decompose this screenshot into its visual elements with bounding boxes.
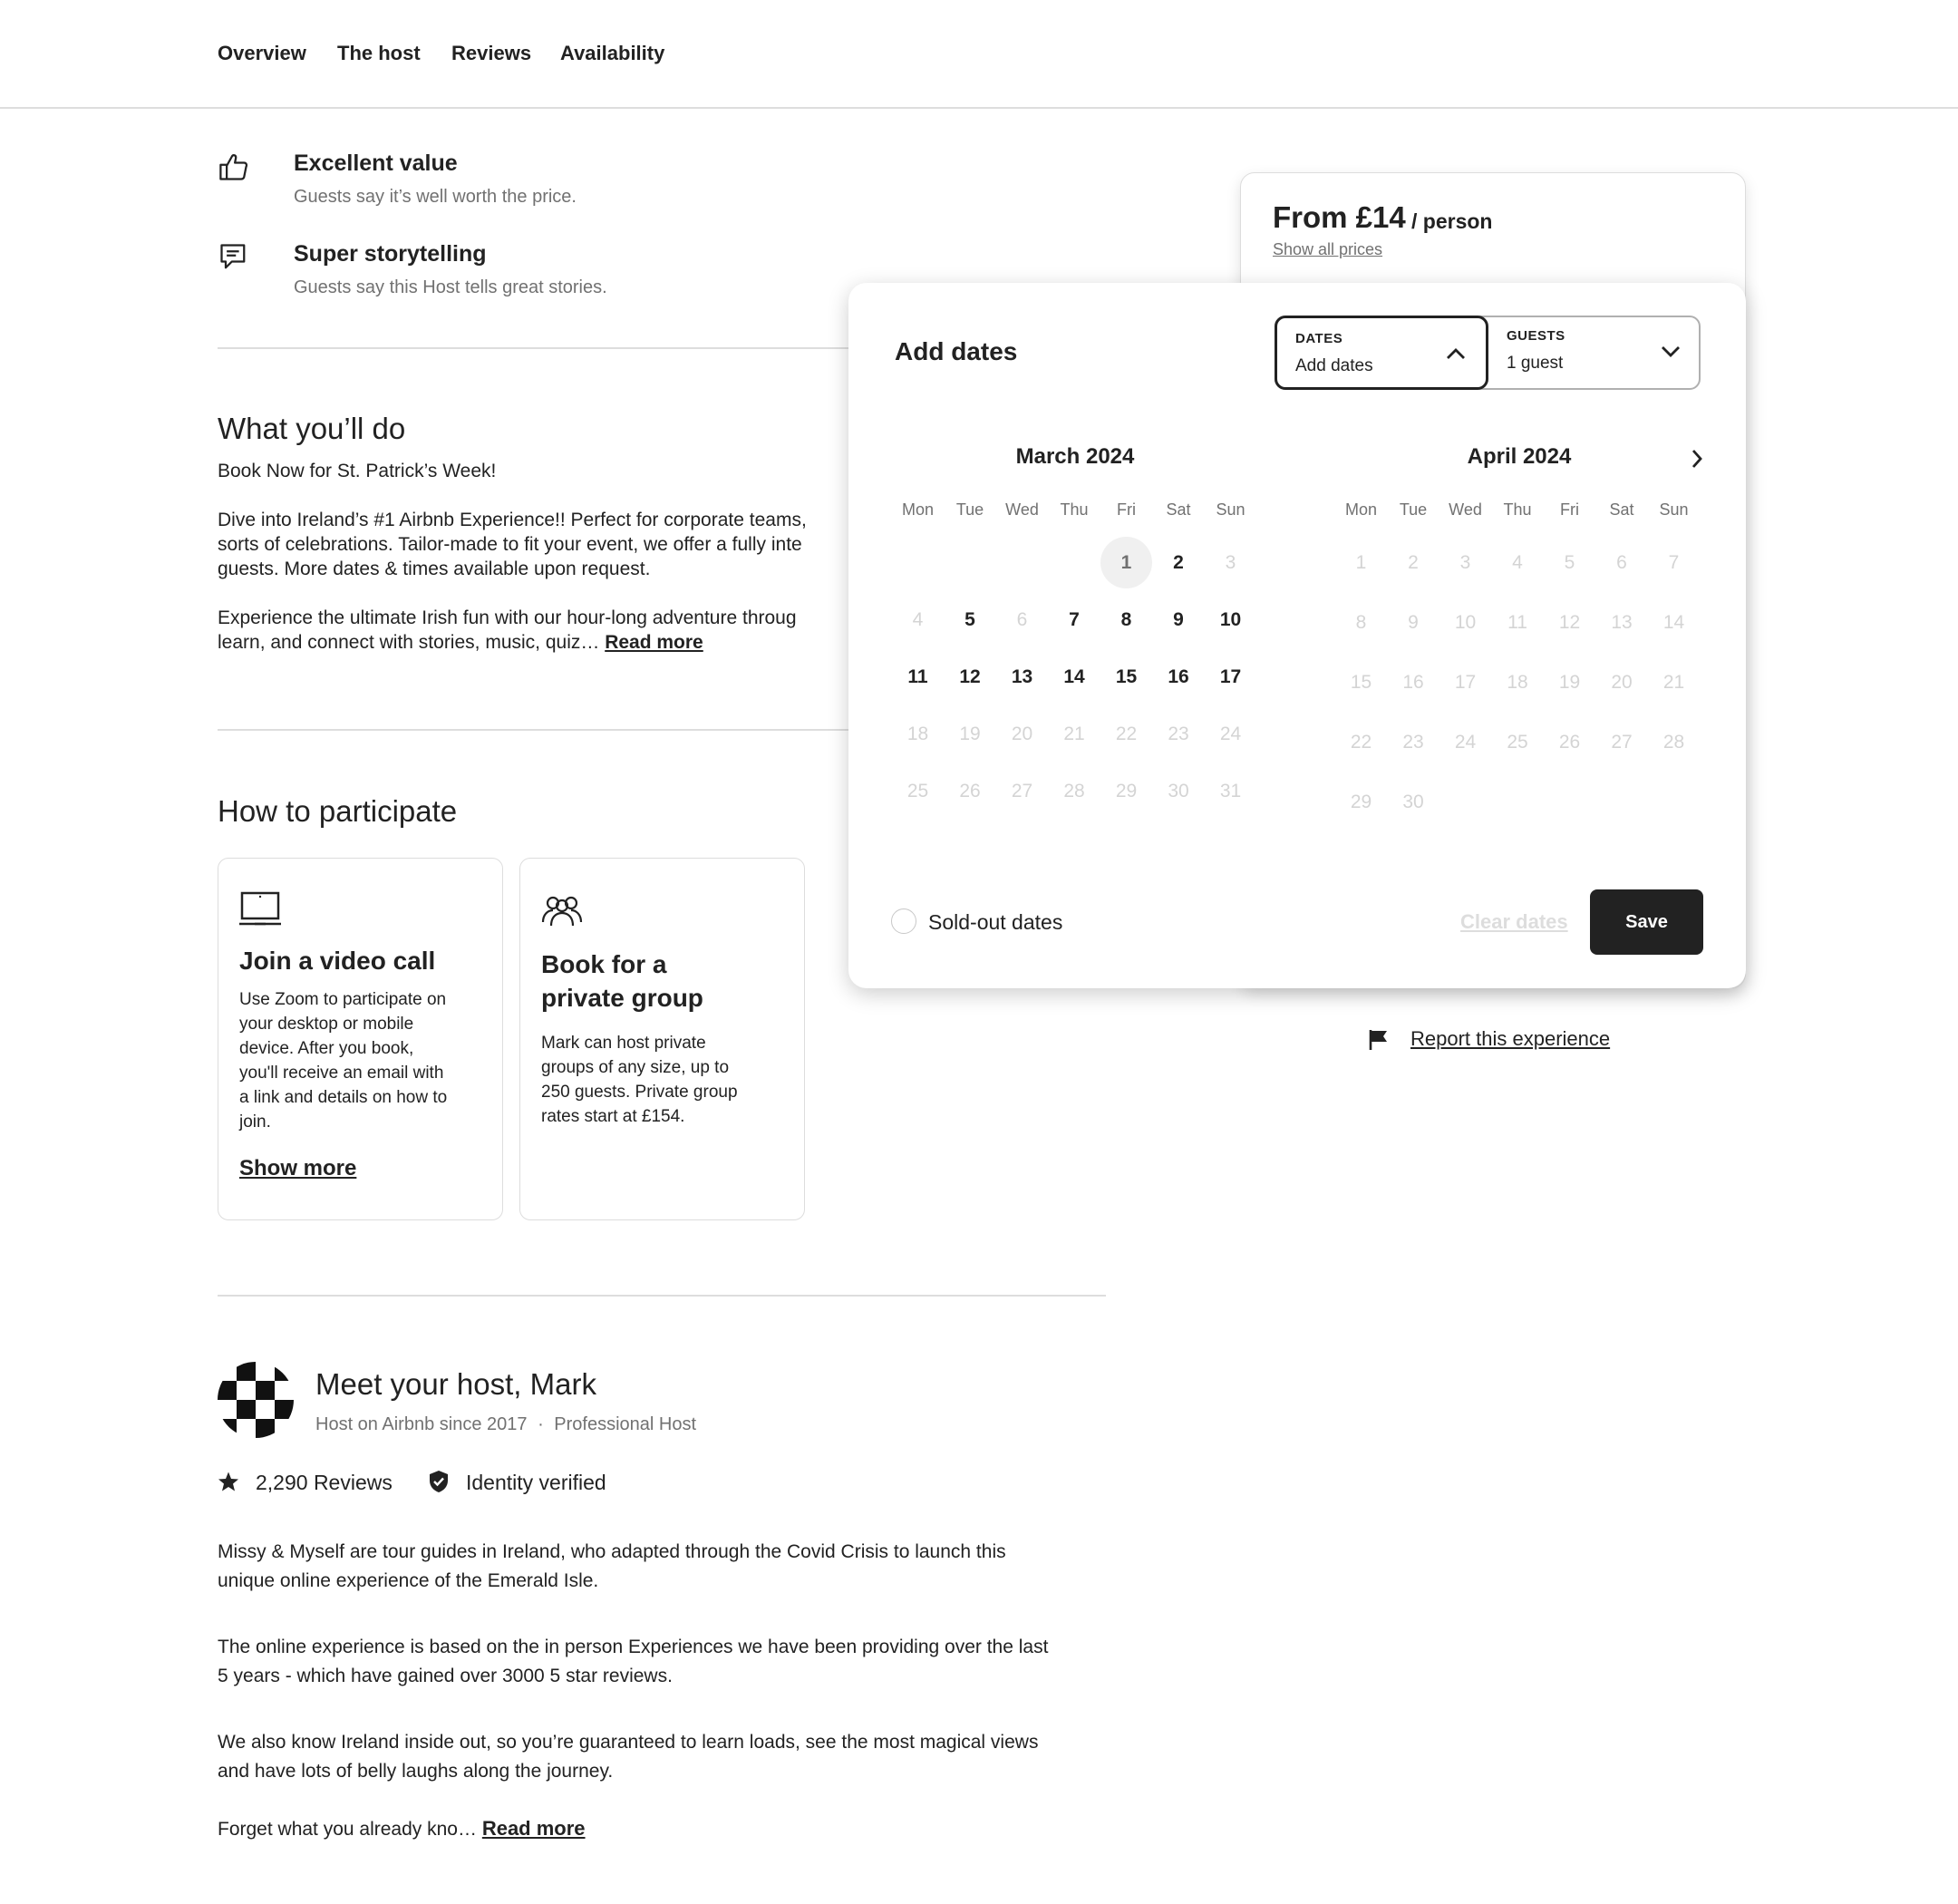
calendar-day[interactable]: 17 [1219,666,1242,687]
calendar-day: 19 [959,724,981,744]
clear-dates-button[interactable]: Clear dates [1460,910,1568,933]
identity-verified: Identity verified [466,1471,606,1494]
calendar-day: 15 [1350,672,1372,693]
calendar-day[interactable]: 1 [1100,537,1152,588]
host-reviews-count: 2,290 Reviews [256,1471,393,1494]
calendar-day[interactable]: 10 [1219,609,1242,630]
highlight-subtitle: Guests say this Host tells great stories. [294,277,607,297]
calendar-day[interactable]: 9 [1173,609,1184,630]
calendar-day: 17 [1454,672,1477,693]
price-unit: / person [1411,209,1493,233]
show-all-prices-link[interactable]: Show all prices [1273,240,1383,258]
calendar-day: 21 [1662,672,1685,693]
calendar-day: 6 [1016,609,1028,630]
read-more-link[interactable]: Read more [605,632,703,653]
calendar-day: 27 [1611,732,1633,753]
weekday-label: Sat [1609,500,1634,519]
private-group-card [519,858,805,1220]
host-bio: We also know Ireland inside out, so you’re guaranteed to learn loads, see the most magical views and have lots of belly laughs along the journey. [218,1732,1039,1782]
weekday-label: Tue [955,500,984,519]
calendar-day: 22 [1350,732,1372,753]
dates-label: DATES [1295,331,1343,346]
host-heading: Meet your host, Mark [315,1367,596,1401]
thumbs-up-icon [218,151,250,183]
calendar-day: 30 [1402,792,1424,812]
host-bio: Forget what you already kno… Read more [218,1817,586,1840]
month-title: March 2024 [1015,444,1135,469]
shield-check-icon [428,1470,450,1493]
nav-availability[interactable]: Availability [560,42,665,64]
weekday-label: Wed [1005,500,1039,519]
calendar-day: 9 [1408,612,1419,633]
host-bio: Missy & Myself are tour guides in Ireland, who adapted through the Covid Crisis to launch this unique online experience of the Emerald Isle. [218,1541,1006,1591]
calendar-day: 14 [1662,612,1685,633]
guests-field[interactable] [1488,316,1701,390]
calendar-day: 3 [1459,552,1471,573]
weekday-label: Mon [1344,500,1377,519]
highlight-subtitle: Guests say it’s well worth the price. [294,187,577,207]
what-you-do-heading: What you’ll do [218,412,406,445]
weekday-label: Sun [1216,500,1246,519]
calendar-day[interactable]: 12 [959,666,981,687]
show-more-link[interactable]: Show more [239,1156,357,1180]
calendar-day: 13 [1611,612,1633,633]
nav-overview[interactable]: Overview [218,42,306,64]
card-text: Use Zoom to participate on your desktop or mobile device. After you book, you'll receive an email with a link and details on how to join. [239,990,448,1132]
what-you-do-intro: Book Now for St. Patrick’s Week! [218,461,497,481]
dates-value: Add dates [1295,356,1373,375]
chevron-down-icon [1661,345,1681,357]
guests-label: GUESTS [1507,328,1565,344]
weekday-label: Thu [1060,500,1089,519]
calendar-day: 7 [1668,552,1680,573]
calendar-day[interactable]: 7 [1069,609,1080,630]
calendar-day: 23 [1168,724,1189,744]
chat-bubbles-icon [218,241,250,274]
sold-out-radio[interactable] [891,908,916,934]
calendar-day: 25 [1507,732,1528,753]
nav-reviews[interactable]: Reviews [451,42,532,64]
host-meta: Host on Airbnb since 2017 · Professional Host [315,1414,697,1434]
calendar-day: 19 [1558,672,1581,693]
section-nav [0,0,1958,109]
weekday-label: Fri [1117,500,1136,519]
laptop-icon [238,891,282,929]
calendar-day: 18 [1507,672,1528,693]
month-title: April 2024 [1467,444,1572,469]
calendar-day: 22 [1115,724,1138,744]
weekday-label: Sun [1659,500,1689,519]
calendar-day: 24 [1454,732,1477,753]
save-button[interactable]: Save [1590,889,1703,955]
card-title: Book for a private group [541,950,703,1012]
calendar-day[interactable]: 5 [964,609,975,630]
calendar-day[interactable]: 11 [907,666,928,687]
calendar-day: 11 [1507,612,1527,633]
what-you-do-paragraph: Dive into Ireland’s #1 Airbnb Experience!! Perfect for corporate teams, sorts of celebrations. Tailor-made to fit your event, we offer a fully inte guests. More dates & times available upon request. [218,510,807,579]
flag-icon [1369,1029,1389,1051]
calendar-day: 31 [1219,781,1242,801]
card-title: Join a video call [239,947,436,975]
calendar-day: 23 [1402,732,1424,753]
nav-the-host[interactable]: The host [337,42,421,64]
calendar-day: 26 [959,781,981,801]
calendar-day: 10 [1454,612,1477,633]
calendar-day: 21 [1063,724,1085,744]
price-amount: From £14 [1273,200,1406,234]
host-bio: The online experience is based on the in person Experiences we have been providing over the last 5 years - which have gained over 3000 5 star reviews. [218,1637,1049,1686]
calendar-day: 2 [1408,552,1419,573]
highlight-title: Excellent value [294,151,458,176]
guests-value: 1 guest [1507,354,1564,373]
calendar-day: 28 [1662,732,1685,753]
calendar-day: 5 [1564,552,1575,573]
star-icon [218,1471,239,1492]
read-more-link[interactable]: Read more [481,1817,586,1840]
calendar-day[interactable]: 8 [1120,609,1132,630]
calendar-day[interactable]: 15 [1115,666,1138,687]
weekday-label: Wed [1449,500,1482,519]
calendar-day: 29 [1350,792,1372,812]
calendar-day: 1 [1355,552,1367,573]
divider [218,1295,1106,1297]
group-icon [540,895,584,928]
card-text: Mark can host private groups of any size, up to 250 guests. Private group rates start at £154. [541,1034,738,1126]
weekday-label: Sat [1166,500,1191,519]
weekday-label: Fri [1560,500,1579,519]
calendar-day: 30 [1168,781,1189,801]
calendar-day: 8 [1355,612,1367,633]
chevron-up-icon [1446,347,1466,360]
calendar-day: 3 [1225,552,1236,573]
calendar-day[interactable]: 13 [1011,666,1033,687]
participate-heading: How to participate [218,794,458,828]
calendar-day: 4 [912,609,924,630]
calendar-day: 6 [1616,552,1627,573]
calendar-day[interactable]: 16 [1168,666,1189,687]
calendar-day[interactable]: 14 [1063,666,1085,687]
weekday-label: Tue [1399,500,1428,519]
date-picker-popover [848,283,1746,988]
video-call-card [218,858,503,1220]
calendar-day: 26 [1558,732,1581,753]
calendar-day: 27 [1011,781,1033,801]
weekday-label: Mon [901,500,934,519]
what-you-do-paragraph: Experience the ultimate Irish fun with our hour-long adventure throug learn, and connect with stories, music, quiz… Read more [218,607,797,653]
calendar-day: 20 [1611,672,1633,693]
date-picker-title: Add dates [895,337,1018,365]
weekday-label: Thu [1503,500,1532,519]
dates-field[interactable] [1275,316,1488,390]
calendar-day: 20 [1011,724,1033,744]
calendar-day: 29 [1115,781,1138,801]
calendar-day: 25 [906,781,929,801]
calendar-day: 16 [1402,672,1424,693]
calendar-day: 24 [1219,724,1242,744]
highlight-title: Super storytelling [294,241,487,267]
chevron-right-icon[interactable] [1690,448,1704,470]
calendar-day[interactable]: 2 [1173,552,1184,573]
avatar[interactable] [218,1362,294,1438]
calendar-day: 12 [1558,612,1581,633]
sold-out-label: Sold-out dates [928,910,1063,934]
report-experience-link[interactable]: Report this experience [1410,1027,1611,1050]
calendar-day: 4 [1512,552,1523,573]
calendar-day: 28 [1063,781,1085,801]
calendar-day: 18 [906,724,929,744]
